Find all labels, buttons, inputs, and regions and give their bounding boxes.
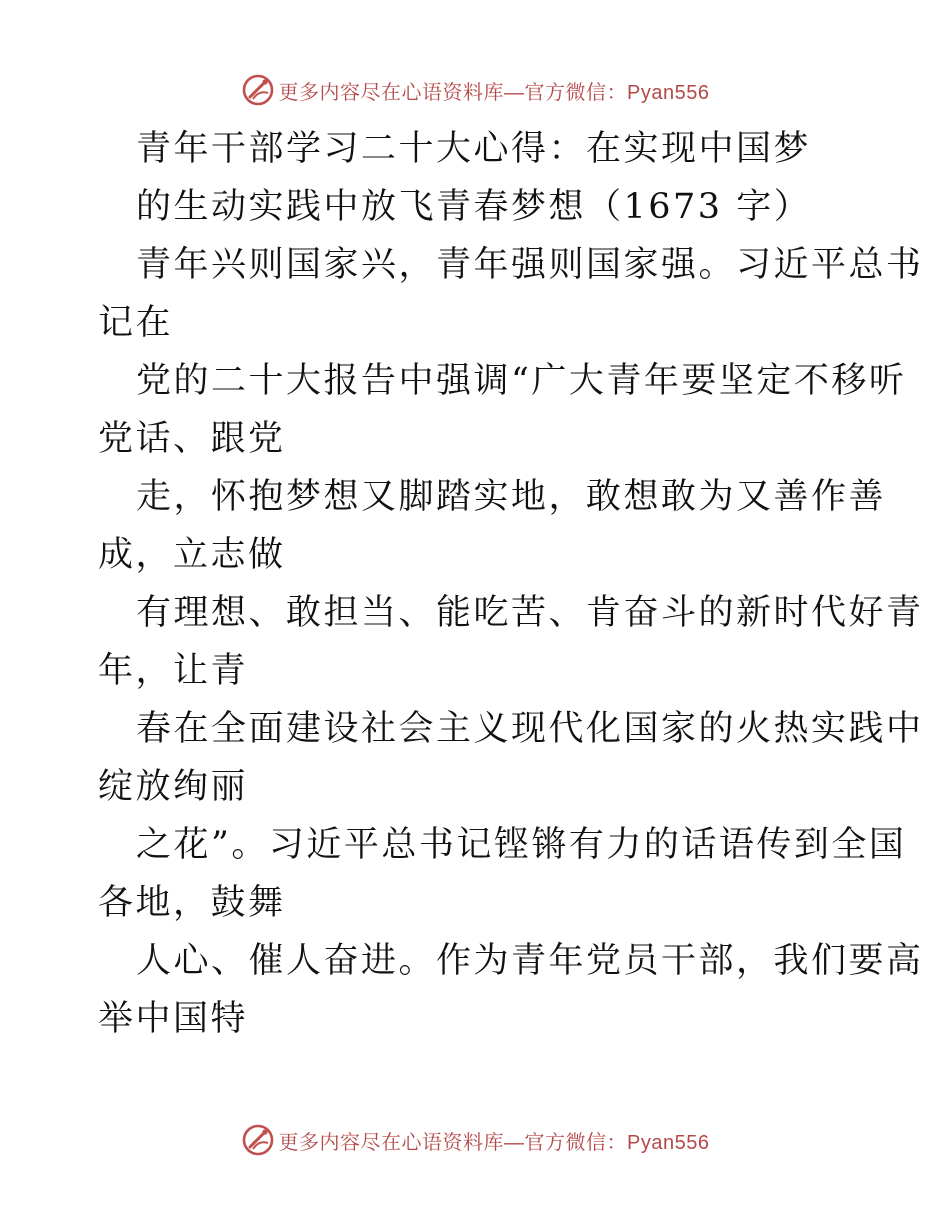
paragraph-line: 记在 [98, 303, 174, 343]
paragraph-line: 春在全面建设社会主义现代化国家的火热实践中 [136, 709, 924, 749]
paragraph-line: 党话、跟党 [98, 419, 286, 459]
header-watermark-banner [0, 70, 950, 110]
paragraph-line: 绽放绚丽 [98, 767, 249, 807]
paragraph-line: 各地，鼓舞 [98, 883, 286, 923]
doc-title-line: 青年干部学习二十大心得：在实现中国梦 [136, 129, 812, 169]
paragraph-line: 党的二十大报告中强调“广大青年要坚定不移听 [136, 361, 907, 401]
paragraph-line: 人心、催人奋进。作为青年党员干部，我们要高 [136, 941, 924, 981]
paragraph-line: 青年兴则国家兴，青年强则国家强。习近平总书 [136, 245, 924, 285]
paragraph-line: 之花”。习近平总书记铿锵有力的话语传到全国 [136, 825, 907, 865]
paragraph-line: 有理想、敢担当、能吃苦、肯奋斗的新时代好青 [136, 593, 924, 633]
seal-logo-icon [241, 1123, 275, 1157]
paragraph-line: 举中国特 [98, 999, 249, 1039]
paragraph-line: 走，怀抱梦想又脚踏实地，敢想敢为又善作善 [136, 477, 887, 517]
seal-logo-icon [241, 73, 275, 107]
paragraph-line: 成，立志做 [98, 535, 286, 575]
document-body [98, 120, 924, 1048]
banner-text: 更多内容尽在心语资料库—官方微信：Pyan556 [278, 81, 710, 104]
paragraph-line: 年，让青 [98, 651, 249, 691]
doc-title-line: 的生动实践中放飞青春梦想（1673 字） [136, 187, 812, 227]
footer-watermark-banner [0, 1120, 950, 1160]
banner-text: 更多内容尽在心语资料库—官方微信：Pyan556 [278, 1131, 710, 1154]
